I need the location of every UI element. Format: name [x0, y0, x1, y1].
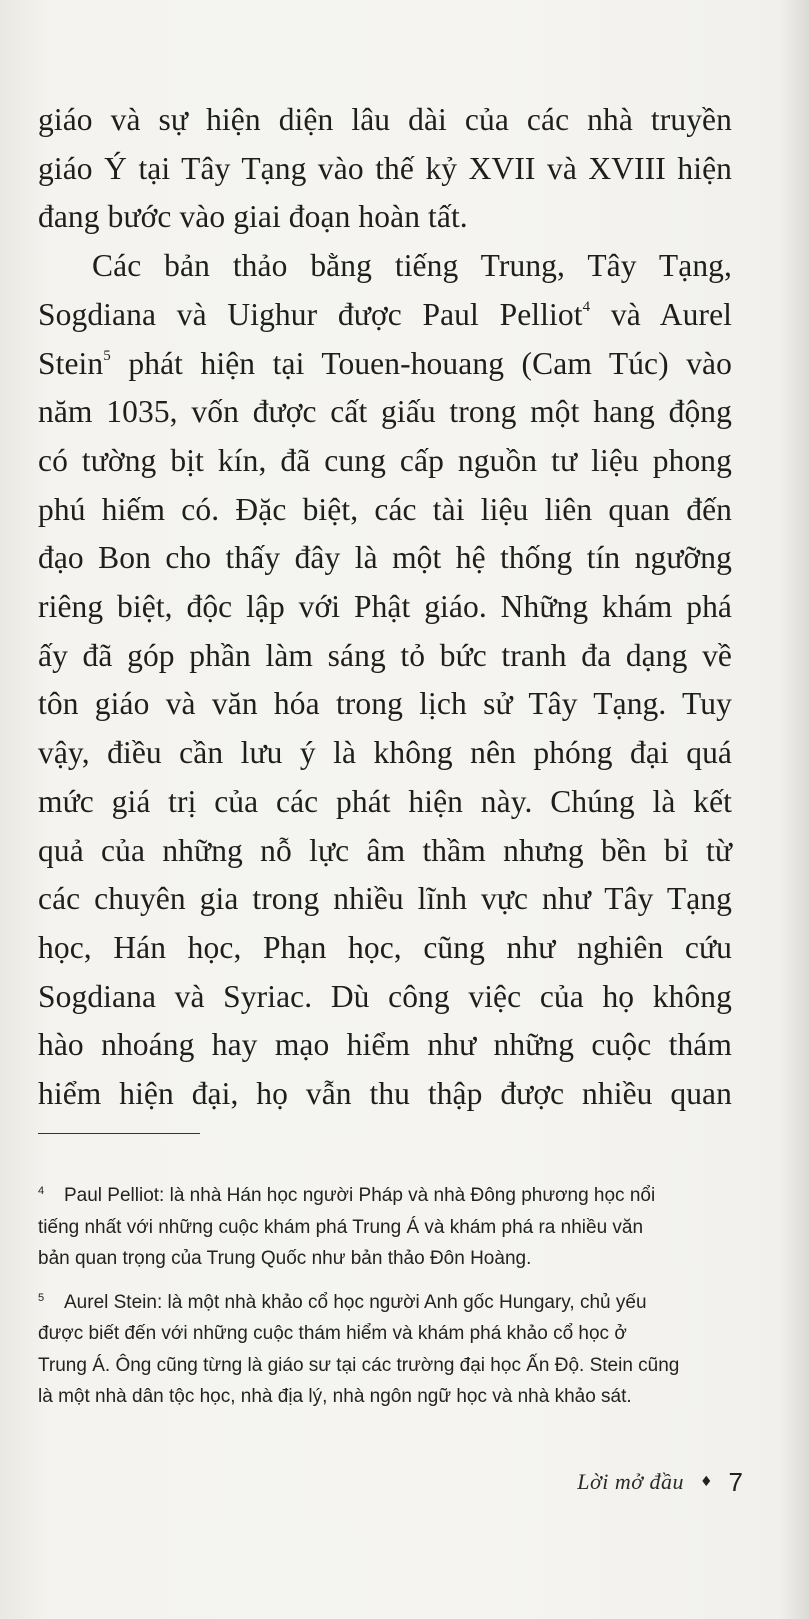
text-line: đạo Bon cho thấy đây là một hệ thống tín ngưỡng	[38, 540, 732, 576]
text-fragment: phát hiện tại Touen-houang (Cam Túc) vào	[110, 345, 732, 381]
footnote-mark: 4	[38, 1185, 45, 1197]
running-head: Lời mở đầu	[577, 1469, 684, 1494]
footnote-separator	[38, 1133, 200, 1134]
text-fragment: và Aurel	[590, 296, 732, 332]
footnote-mark: 5	[38, 1291, 45, 1304]
text-fragment: Sogdiana và Uighur được Paul Pelliot	[38, 296, 583, 332]
text-line: phú hiếm có. Đặc biệt, các tài liệu liên quan đến	[38, 491, 732, 527]
footnote-line: được biết đến với những cuộc thám hiểm và khám phá khảo cổ học ở	[38, 1323, 627, 1344]
text-line: năm 1035, vốn được cất giấu trong một hang động	[38, 394, 732, 430]
text-line: học, Hán học, Phạn học, cũng như nghiên cứu	[38, 929, 732, 965]
page-edge-shadow	[779, 0, 809, 1619]
text-line: mức giá trị của các phát hiện này. Chúng là kết	[38, 783, 732, 819]
text-line: hào nhoáng hay mạo hiểm như những cuộc thám	[38, 1027, 732, 1063]
text-line: có tường bịt kín, đã cung cấp nguồn tư liệu phong	[38, 442, 732, 478]
footnote-4	[38, 1180, 738, 1275]
text-line-with-footnote-4	[38, 291, 732, 340]
footnote-line: là một nhà dân tộc học, nhà địa lý, nhà ngôn ngữ học và nhà khảo sát.	[38, 1386, 632, 1407]
footnote-line	[38, 1180, 738, 1212]
footnote-text: Paul Pelliot: là nhà Hán học người Pháp và nhà Đông phương học nổi	[64, 1185, 656, 1206]
text-fragment: Stein	[38, 345, 104, 381]
footnote-line: tiếng nhất với những cuộc khám phá Trung Á và khám phá ra nhiều văn	[38, 1216, 644, 1238]
text-line: ấy đã góp phần làm sáng tỏ bức tranh đa dạng về	[38, 637, 732, 673]
text-line: đang bước vào giai đoạn hoàn tất.	[38, 199, 468, 235]
footnotes	[38, 1180, 738, 1425]
text-line: giáo và sự hiện diện lâu dài của các nhà truyền	[38, 102, 732, 137]
text-line: tôn giáo và văn hóa trong lịch sử Tây Tạng. Tuy	[38, 686, 732, 722]
text-line: các chuyên gia trong nhiều lĩnh vực như Tây Tạng	[38, 881, 732, 917]
footnote-text: Aurel Stein: là một nhà khảo cổ học người Anh gốc Hungary, chủ yếu	[64, 1291, 647, 1313]
footnote-ref-5[interactable]: 5	[103, 348, 111, 365]
footnote-ref-4[interactable]: 4	[582, 299, 591, 316]
text-line: quả của những nỗ lực âm thầm nhưng bền bỉ từ	[38, 832, 732, 868]
page-footer	[553, 1462, 743, 1502]
text-line: riêng biệt, độc lập với Phật giáo. Những khám phá	[38, 589, 732, 625]
paragraph-1	[38, 96, 732, 242]
text-line: vậy, điều cần lưu ý là không nên phóng đại quá	[38, 735, 732, 771]
paragraph-2	[38, 242, 732, 1119]
text-line: hiểm hiện đại, họ vẫn thu thập được nhiều quan	[38, 1076, 732, 1112]
footnote-line	[38, 1287, 738, 1319]
page-number: 7	[728, 1466, 743, 1497]
text-line: Các bản thảo bằng tiếng Trung, Tây Tạng,	[92, 248, 732, 284]
main-text	[38, 96, 732, 1119]
text-line: giáo Ý tại Tây Tạng vào thế kỷ XVII và XVIII hiện	[38, 150, 732, 186]
footnote-line: Trung Á. Ông cũng từng là giáo sư tại các trường đại học Ấn Độ. Stein cũng	[38, 1354, 680, 1376]
footnote-5	[38, 1287, 738, 1413]
diamond-ornament-icon: ♦	[699, 1474, 713, 1490]
footnote-line: bản quan trọng của Trung Quốc như bản thảo Đôn Hoàng.	[38, 1248, 532, 1269]
text-line: Sogdiana và Syriac. Dù công việc của họ không	[38, 978, 732, 1014]
text-line-with-footnote-5	[38, 340, 732, 389]
